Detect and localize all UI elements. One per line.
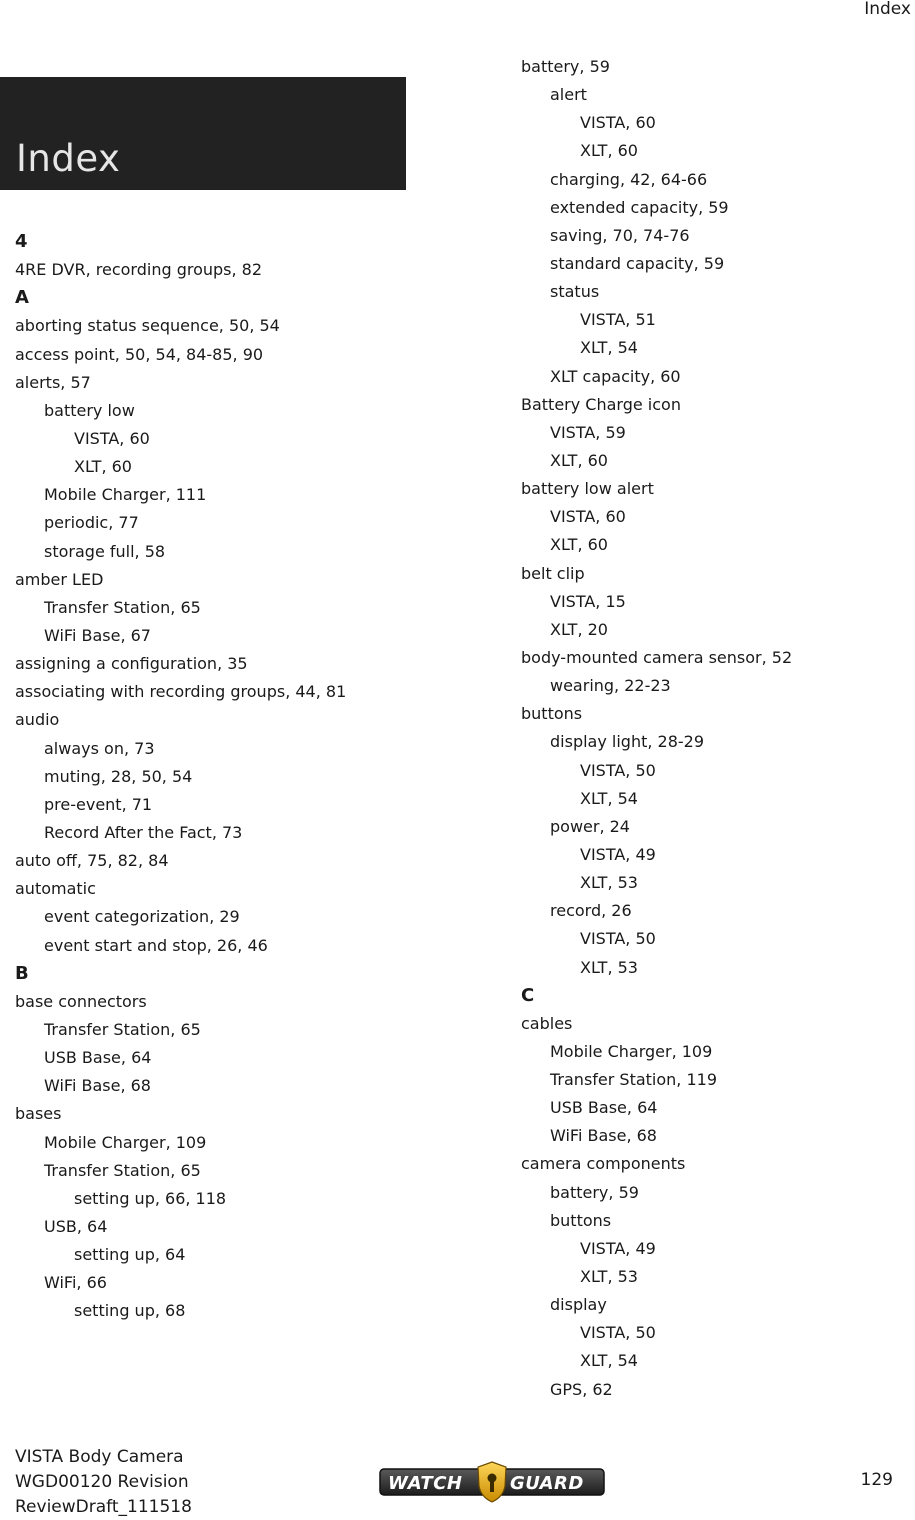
- index-entry: event start and stop, 26, 46: [44, 935, 268, 955]
- index-entry: XLT, 60: [74, 457, 132, 477]
- index-entry: XLT, 54: [580, 788, 638, 808]
- index-entry: WiFi Base, 68: [550, 1126, 657, 1146]
- index-entry: Transfer Station, 119: [550, 1070, 718, 1090]
- index-entry: periodic, 77: [44, 513, 139, 533]
- index-entry: wearing, 22-23: [550, 676, 671, 696]
- index-entry: charging, 42, 64-66: [550, 169, 708, 189]
- index-entry: GPS, 62: [550, 1379, 613, 1399]
- index-entry: setting up, 64: [74, 1245, 186, 1265]
- index-entry: body-mounted camera sensor, 52: [521, 647, 793, 667]
- index-entry: VISTA, 60: [74, 428, 150, 448]
- index-entry: setting up, 68: [74, 1301, 186, 1321]
- index-entry: XLT, 60: [550, 450, 608, 470]
- svg-text:GUARD: GUARD: [510, 1473, 584, 1494]
- index-entry: display: [550, 1295, 607, 1315]
- footer-doc-number: WGD00120 Revision: [15, 1472, 189, 1492]
- index-entry: VISTA, 51: [580, 310, 656, 330]
- index-entry: pre-event, 71: [44, 794, 153, 814]
- index-entry: XLT, 53: [580, 1267, 638, 1287]
- index-entry: associating with recording groups, 44, 81: [15, 682, 347, 702]
- index-entry: XLT, 60: [550, 535, 608, 555]
- index-entry: always on, 73: [44, 738, 155, 758]
- index-entry: VISTA, 50: [580, 929, 656, 949]
- index-entry: alerts, 57: [15, 372, 91, 392]
- page-title: Index: [16, 137, 121, 180]
- svg-text:WATCH: WATCH: [388, 1473, 463, 1494]
- index-entry: aborting status sequence, 50, 54: [15, 316, 280, 336]
- footer-document-info: [15, 1445, 192, 1520]
- footer-revision: ReviewDraft_111518: [15, 1497, 192, 1517]
- index-entry: camera components: [521, 1154, 686, 1174]
- index-entry: storage full, 58: [44, 541, 166, 561]
- index-entry: WiFi Base, 68: [44, 1076, 151, 1096]
- index-entry: XLT, 54: [580, 1351, 638, 1371]
- watchguard-logo: [378, 1460, 606, 1504]
- index-entry: VISTA, 60: [550, 507, 626, 527]
- index-entry: Mobile Charger, 109: [550, 1041, 713, 1061]
- index-letter-heading: B: [15, 962, 29, 984]
- index-entry: Mobile Charger, 111: [44, 485, 207, 505]
- index-entry: assigning a configuration, 35: [15, 654, 248, 674]
- index-entry: USB Base, 64: [550, 1098, 658, 1118]
- index-entry: automatic: [15, 879, 96, 899]
- index-entry: battery, 59: [550, 1182, 639, 1202]
- index-column-left: [15, 228, 346, 1325]
- index-entry: display light, 28-29: [550, 732, 705, 752]
- index-entry: extended capacity, 59: [550, 197, 729, 217]
- footer-product-name: VISTA Body Camera: [15, 1447, 184, 1467]
- index-entry: access point, 50, 54, 84-85, 90: [15, 344, 264, 364]
- page-number: 129: [860, 1470, 893, 1490]
- index-entry: 4RE DVR, recording groups, 82: [15, 260, 263, 280]
- index-entry: buttons: [550, 1210, 612, 1230]
- index-entry: power, 24: [550, 816, 630, 836]
- index-entry: VISTA, 50: [580, 1323, 656, 1343]
- index-entry: audio: [15, 710, 60, 730]
- index-entry: bases: [15, 1104, 62, 1124]
- index-entry: VISTA, 49: [580, 1238, 656, 1258]
- index-entry: Battery Charge icon: [521, 394, 681, 414]
- index-entry: muting, 28, 50, 54: [44, 766, 193, 786]
- index-entry: Mobile Charger, 109: [44, 1132, 207, 1152]
- index-entry: saving, 70, 74-76: [550, 225, 690, 245]
- index-entry: WiFi Base, 67: [44, 625, 151, 645]
- index-entry: Transfer Station, 65: [44, 1019, 201, 1039]
- index-entry: VISTA, 49: [580, 844, 656, 864]
- index-entry: buttons: [521, 704, 583, 724]
- index-entry: battery low alert: [521, 479, 654, 499]
- index-entry: setting up, 66, 118: [74, 1188, 227, 1208]
- index-entry: XLT, 20: [550, 619, 608, 639]
- index-entry: USB Base, 64: [44, 1048, 152, 1068]
- index-entry: battery, 59: [521, 57, 610, 76]
- index-entry: amber LED: [15, 569, 104, 589]
- index-entry: XLT, 54: [580, 338, 638, 358]
- index-entry: Transfer Station, 65: [44, 597, 201, 617]
- index-entry: XLT, 60: [580, 141, 638, 161]
- index-entry: Record After the Fact, 73: [44, 822, 243, 842]
- index-entry: alert: [550, 85, 587, 105]
- index-entry: cables: [521, 1013, 573, 1033]
- index-entry: record, 26: [550, 901, 632, 921]
- index-entry: event categorization, 29: [44, 907, 240, 927]
- index-entry: VISTA, 59: [550, 422, 626, 442]
- index-entry: VISTA, 60: [580, 113, 656, 133]
- index-entry: base connectors: [15, 991, 147, 1011]
- index-letter-heading: C: [521, 984, 535, 1006]
- index-entry: USB, 64: [44, 1216, 108, 1236]
- running-header: Index: [864, 0, 911, 19]
- index-letter-heading: 4: [15, 231, 28, 252]
- index-entry: WiFi, 66: [44, 1273, 107, 1293]
- index-entry: XLT, 53: [580, 873, 638, 893]
- index-entry: XLT capacity, 60: [550, 366, 681, 386]
- index-entry: VISTA, 50: [580, 760, 656, 780]
- index-letter-heading: A: [15, 287, 29, 309]
- index-column-right: [521, 53, 792, 1404]
- index-entry: VISTA, 15: [550, 591, 626, 611]
- index-entry: Transfer Station, 65: [44, 1160, 201, 1180]
- index-entry: XLT, 53: [580, 957, 638, 977]
- index-entry: status: [550, 282, 600, 302]
- index-entry: auto off, 75, 82, 84: [15, 851, 169, 871]
- index-entry: battery low: [44, 400, 135, 420]
- index-entry: standard capacity, 59: [550, 253, 725, 273]
- index-title-band: [0, 77, 406, 190]
- index-entry: belt clip: [521, 563, 585, 583]
